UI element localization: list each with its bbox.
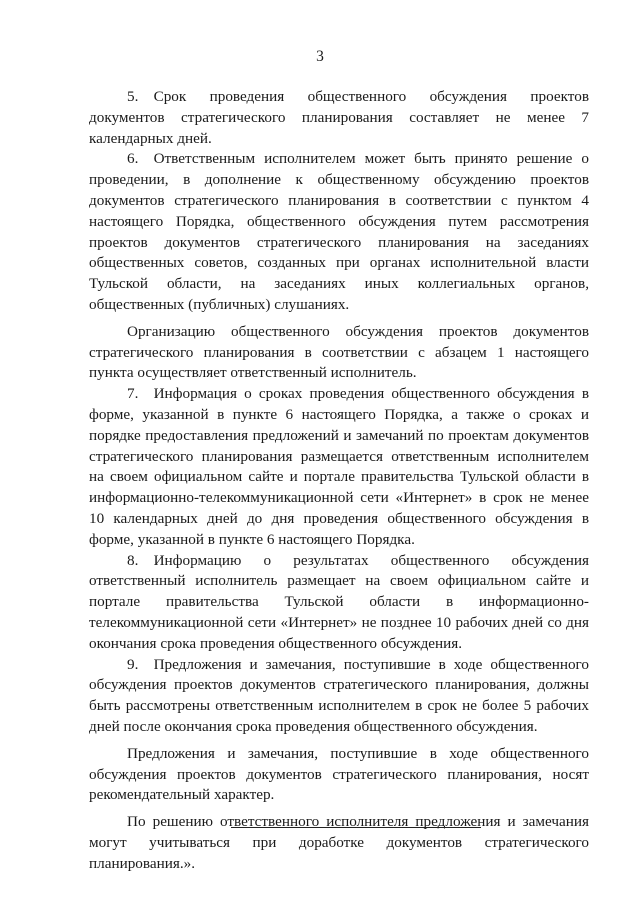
paragraph-9-recommendation: Предложения и замечания, поступившие в ходе общественного обсуждения проектов документов стратегического планирования, носят рекомендательный характер. — [89, 744, 589, 804]
paragraph-8: 8. Информацию о результатах общественного обсуждения ответственный исполнитель размещает на своем официальном сайте и портале правительства Тульской области в информационно-телекоммуникационной сети «Интернет» не позднее 10 рабочих дней со дня окончания срока проведения общественного обсуждения. — [89, 551, 589, 652]
paragraph-9: 9. Предложения и замечания, поступившие в ходе общественного обсуждения проектов документов стратегического планирования, должны быть рассмотрены ответственным исполнителем в срок не более 5 рабочих дней после окончания срока проведения общественного обсуждения. — [89, 655, 589, 735]
end-divider — [231, 827, 481, 828]
paragraph-6: 6. Ответственным исполнителем может быть принято решение о проведении, в дополнение к общественному обсуждению проектов документов стратегического планирования в соответствии с пунктом 4 настоящего Порядка, общественного обсуждения путем рассмотрения проектов документов стратегического планирования на заседаниях общественных советов, созданных при органах исполнительной власти Тульской области, на заседаниях иных коллегиальных органов, общественных (публичных) слушаниях. — [89, 150, 589, 313]
paragraph-6-organization: Организацию общественного обсуждения проектов документов стратегического планирования в соответствии с абзацем 1 настоящего пункта осуществляет ответственный исполнитель. — [89, 322, 589, 382]
document-body — [89, 87, 589, 874]
page-number: 3 — [316, 48, 324, 65]
paragraph-9-final: По решению ответственного исполнителя предложения и замечания могут учитываться при доработке документов стратегического планирования.». — [89, 813, 589, 872]
paragraph-5: 5. Срок проведения общественного обсуждения проектов документов стратегического планирования составляет не менее 7 календарных дней. — [89, 88, 589, 147]
paragraph-7: 7. Информация о сроках проведения общественного обсуждения в форме, указанной в пункте 6 настоящего Порядка, а также о сроках и порядке предоставления предложений и замечаний по проектам документов стратегического планирования размещается ответственным исполнителем на своем официальном сайте и портале правительства Тульской области в информационно-телекоммуникационной сети «Интернет» в срок не менее 10 календарных дней до дня проведения общественного обсуждения в форме, указанной в пункте 6 настоящего Порядка. — [89, 385, 589, 548]
